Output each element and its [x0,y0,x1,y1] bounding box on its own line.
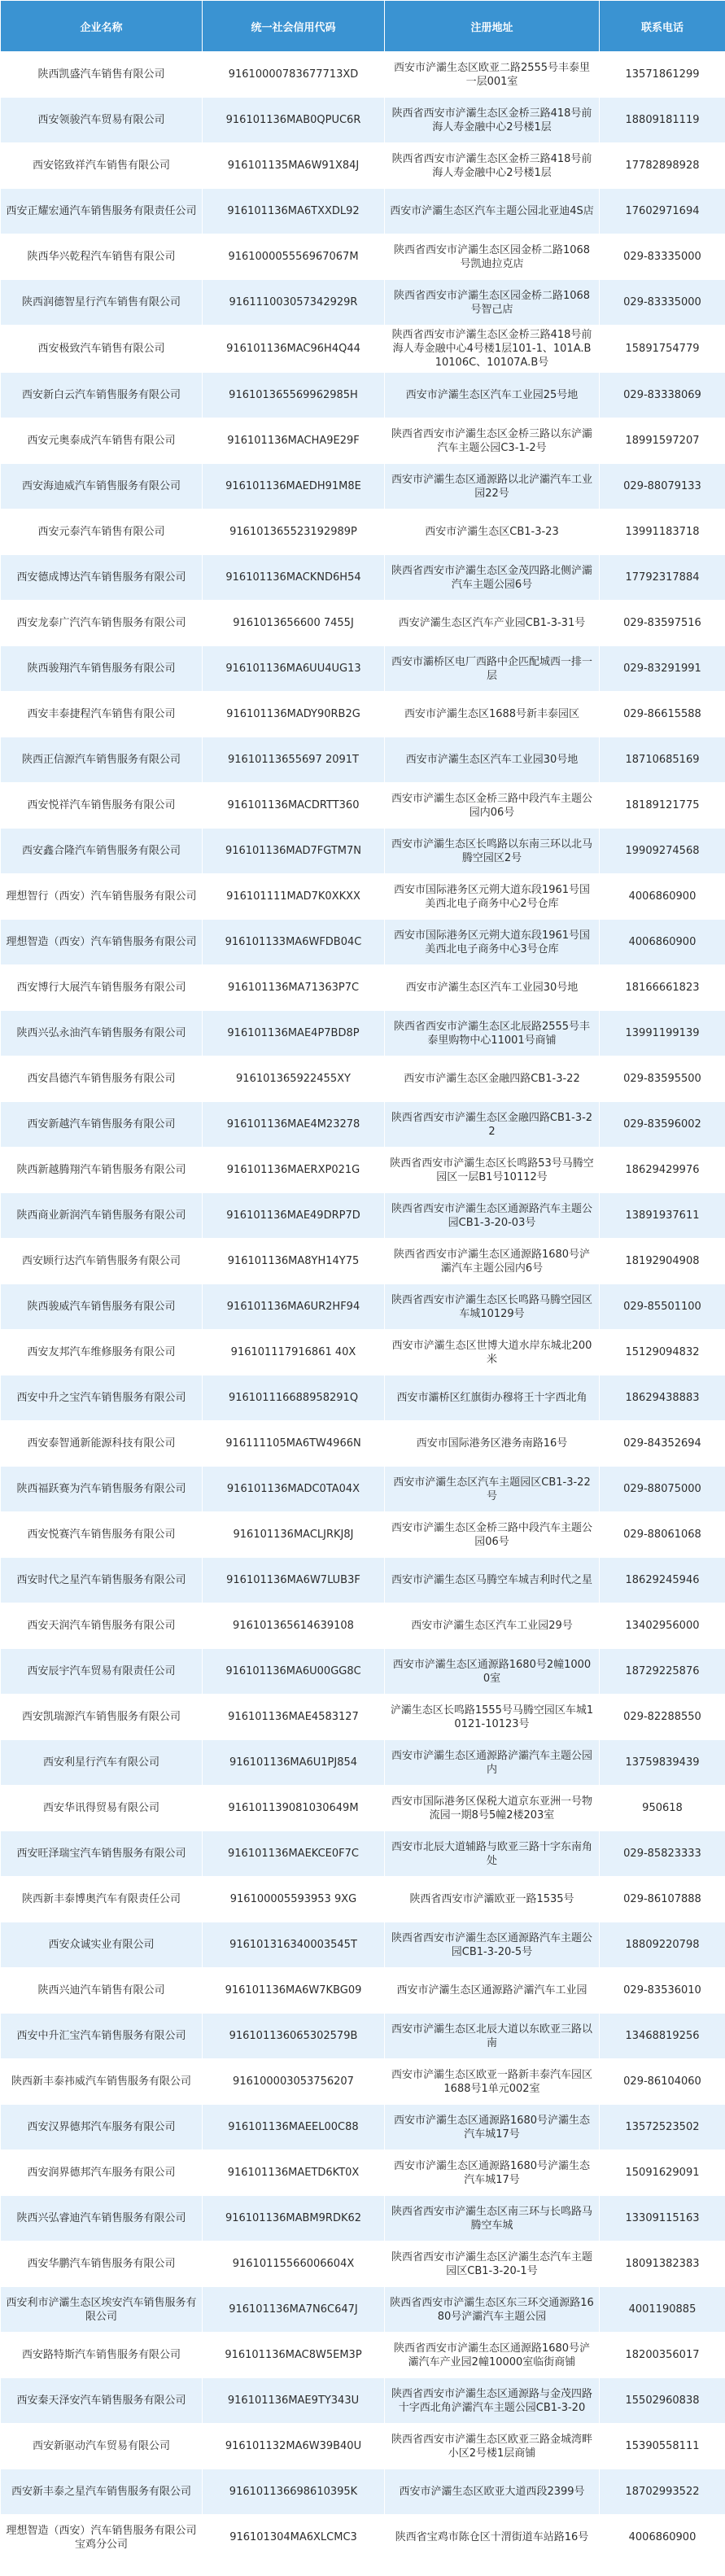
table-row [1,1011,725,1056]
phone-cell: 18200356017 [600,2333,725,2378]
credit-code-cell: 916101136MA6UU4UG13 [203,646,385,692]
table-row [1,189,725,234]
phone-cell: 13571861299 [600,52,725,98]
table-row [1,1375,725,1421]
address-cell: 陕西省西安市浐灞欧亚一路1535号 [385,1877,600,1922]
table-row [1,1877,725,1922]
company-name-cell: 陕西凯盛汽车销售有限公司 [1,52,203,98]
credit-code-cell: 916101135MA6W91X84J [203,143,385,189]
phone-cell: 029-86104060 [600,2059,725,2105]
address-cell: 陕西省西安市浐灞生态区浐灞生态汽车主题园区CB1-3-20-1号 [385,2241,600,2287]
table-row [1,1421,725,1467]
company-name-cell: 陕西兴弘睿迪汽车销售服务有限公司 [1,2196,203,2241]
company-name-cell: 西安华讯得贸易有限公司 [1,1786,203,1831]
credit-code-cell: 916101136MADC0TA04X [203,1467,385,1512]
credit-code-cell: 916101365523192989P [203,510,385,555]
address-cell: 陕西省西安市浐灞生态区东三环交通源路1680号浐灞汽车主题公园 [385,2287,600,2333]
phone-cell: 17602971694 [600,189,725,234]
table-row [1,920,725,965]
company-name-cell: 西安天润汽车销售服务有限公司 [1,1603,203,1649]
phone-cell: 029-84352694 [600,1421,725,1467]
address-cell: 西安市浐灞生态区汽车工业园25号地 [385,373,600,418]
table-row [1,2059,725,2105]
phone-cell: 17792317884 [600,555,725,601]
phone-cell: 029-86615588 [600,692,725,737]
credit-code-cell: 916101136MACHA9E29F [203,418,385,464]
table-row [1,2378,725,2424]
table-row [1,874,725,920]
credit-code-cell: 916100005593953 9XG [203,1877,385,1922]
phone-cell: 13468819256 [600,2014,725,2059]
address-cell: 西安市浐灞生态区通源路浐灞汽车主题公园内 [385,1740,600,1786]
credit-code-cell: 91610000783677713XD [203,52,385,98]
table-row [1,2105,725,2150]
address-cell: 西安浐灞生态区汽车产业园CB1-3-31号 [385,601,600,646]
header-credit-code: 统一社会信用代码 [203,1,385,52]
credit-code-cell: 916101316340003545T [203,1922,385,1968]
table-row [1,1330,725,1375]
phone-cell: 15390558111 [600,2424,725,2469]
credit-code-cell: 916101136MAERXP021G [203,1148,385,1193]
address-cell: 西安市浐灞生态区通源路1680号浐灞生态汽车城17号 [385,2105,600,2150]
credit-code-cell: 916101136MA6UR2HF94 [203,1284,385,1330]
table-row [1,646,725,692]
phone-cell: 18710685169 [600,737,725,783]
phone-cell: 15891754779 [600,326,725,373]
credit-code-cell: 916101136MAC96H4Q44 [203,326,385,373]
address-cell: 西安市灞桥区电厂西路中企匹配城西一排一层 [385,646,600,692]
phone-cell: 4001190885 [600,2287,725,2333]
company-name-cell: 西安德成博达汽车销售服务有限公司 [1,555,203,601]
company-name-cell: 陕西正信源汽车销售服务有限公司 [1,737,203,783]
table-row [1,829,725,874]
address-cell: 西安市浐灞生态区通源路1680号2幢10000室 [385,1649,600,1695]
address-cell: 西安市浐灞生态区金融四路CB1-3-22 [385,1056,600,1102]
company-name-cell: 西安铭致祥汽车销售有限公司 [1,143,203,189]
table-row [1,1558,725,1603]
table-row [1,326,725,373]
address-cell: 西安市浐灞生态区汽车主题公园北亚迪4S店 [385,189,600,234]
phone-cell: 13402956000 [600,1603,725,1649]
phone-cell: 4006860900 [600,874,725,920]
table-row [1,1649,725,1695]
credit-code-cell: 916101136MAC8W5EM3P [203,2333,385,2378]
credit-code-cell: 916101136MAETD6KT0X [203,2150,385,2196]
phone-cell: 19909274568 [600,829,725,874]
table-row [1,234,725,280]
table-header-row [1,1,725,52]
table-row [1,692,725,737]
table-row [1,1831,725,1877]
address-cell: 西安市灞桥区红旗街办穆将王十字西北角 [385,1375,600,1421]
company-name-cell: 西安悦赛汽车销售服务有限公司 [1,1512,203,1558]
phone-cell: 18629429976 [600,1148,725,1193]
company-name-cell: 西安众诚实业有限公司 [1,1922,203,1968]
company-name-cell: 西安时代之星汽车销售服务有限公司 [1,1558,203,1603]
address-cell: 西安市浐灞生态区北辰大道以东欧亚三路以南 [385,2014,600,2059]
phone-cell: 13991199139 [600,1011,725,1056]
table-row [1,2515,725,2561]
credit-code-cell: 916101136MAE49DRP7D [203,1193,385,1239]
table-row [1,1193,725,1239]
phone-cell: 18809181119 [600,98,725,143]
table-row [1,464,725,510]
credit-code-cell: 916101136MACLJRKJ8J [203,1512,385,1558]
company-name-cell: 陕西商业新润汽车销售服务有限公司 [1,1193,203,1239]
address-cell: 陕西省西安市浐灞生态区通源路汽车主题公园CB1-3-20-5号 [385,1922,600,1968]
table-row [1,373,725,418]
phone-cell: 13572523502 [600,2105,725,2150]
address-cell: 西安市国际港务区元朔大道东段1961号国美西北电子商务中心2号仓库 [385,874,600,920]
company-name-cell: 西安旺泽瑞宝汽车销售服务有限公司 [1,1831,203,1877]
company-name-cell: 陕西新丰泰祎威汽车销售服务有限公司 [1,2059,203,2105]
credit-code-cell: 916101116688958291Q [203,1375,385,1421]
table-row [1,601,725,646]
address-cell: 西安市浐灞生态区汽车工业园30号地 [385,965,600,1011]
credit-code-cell: 9161013656600 7455J [203,601,385,646]
address-cell: 西安市浐灞生态区通源路浐灞汽车工业园 [385,1968,600,2014]
phone-cell: 13759839439 [600,1740,725,1786]
company-name-cell: 西安新丰泰之星汽车销售服务有限公司 [1,2469,203,2515]
phone-cell: 029-85501100 [600,1284,725,1330]
credit-code-cell: 916101136MA6W7KBG09 [203,1968,385,2014]
phone-cell: 029-83338069 [600,373,725,418]
company-name-cell: 西安昌德汽车销售服务有限公司 [1,1056,203,1102]
phone-cell: 4006860900 [600,2515,725,2561]
address-cell: 西安市浐灞生态区通源路1680号浐灞生态汽车城17号 [385,2150,600,2196]
credit-code-cell: 916101136MAE4P7BD8P [203,1011,385,1056]
company-name-cell: 西安华鹏汽车销售服务有限公司 [1,2241,203,2287]
phone-cell: 13991183718 [600,510,725,555]
address-cell: 陕西省西安市浐灞生态区通源路1680号浐灞汽车主题公园内6号 [385,1239,600,1284]
phone-cell: 029-85823333 [600,1831,725,1877]
table-row [1,2424,725,2469]
credit-code-cell: 916101136MA6W7LUB3F [203,1558,385,1603]
table-row [1,2333,725,2378]
credit-code-cell: 916101117916861 40X [203,1330,385,1375]
table-row [1,1922,725,1968]
phone-cell: 17782898928 [600,143,725,189]
table-row [1,98,725,143]
company-name-cell: 西安利市浐灞生态区埃安汽车销售服务有限公司 [1,2287,203,2333]
table-row [1,2014,725,2059]
table-row [1,2196,725,2241]
company-name-cell: 西安极致汽车销售有限公司 [1,326,203,373]
address-cell: 西安市北辰大道辅路与欧亚三路十字东南角处 [385,1831,600,1877]
address-cell: 陕西省西安市浐灞生态区金桥三路418号前海人寿金融中心4号楼1层101-1、101A.B10106C、10107A.B号 [385,326,600,373]
address-cell: 陕西省西安市浐灞生态区金桥三路以东浐灞汽车主题公园C3-1-2号 [385,418,600,464]
phone-cell: 18189121775 [600,783,725,829]
address-cell: 西安市浐灞生态区世博大道水岸东城北200米 [385,1330,600,1375]
credit-code-cell: 916101365569962985H [203,373,385,418]
company-name-cell: 西安利星行汽车有限公司 [1,1740,203,1786]
credit-code-cell: 916101136MA71363P7C [203,965,385,1011]
credit-code-cell: 916101139081030649M [203,1786,385,1831]
company-name-cell: 陕西骏威汽车销售服务有限公司 [1,1284,203,1330]
address-cell: 西安市浐灞生态区长鸣路以东南三环以北马腾空园区2号 [385,829,600,874]
phone-cell: 15502960838 [600,2378,725,2424]
phone-cell: 029-88075000 [600,1467,725,1512]
credit-code-cell: 916101136698610395K [203,2469,385,2515]
phone-cell: 18991597207 [600,418,725,464]
company-name-cell: 西安友邦汽车维修服务有限公司 [1,1330,203,1375]
address-cell: 西安市国际港务区元朔大道东段1961号国美西北电子商务中心3号仓库 [385,920,600,965]
address-cell: 陕西省西安市浐灞生态区金融四路CB1-3-22 [385,1102,600,1148]
company-name-cell: 西安辰宇汽车贸易有限责任公司 [1,1649,203,1695]
credit-code-cell: 916101304MA6XLCMC3 [203,2515,385,2561]
company-name-cell: 西安鑫合隆汽车销售服务有限公司 [1,829,203,874]
address-cell: 陕西省西安市浐灞生态区欧亚三路金城湾畔小区2号楼1层商铺 [385,2424,600,2469]
table-row [1,737,725,783]
company-name-cell: 西安中升汇宝汽车销售服务有限公司 [1,2014,203,2059]
phone-cell: 18809220798 [600,1922,725,1968]
phone-cell: 18702993522 [600,2469,725,2515]
company-name-cell: 西安正耀宏通汽车销售服务有限责任公司 [1,189,203,234]
company-name-cell: 理想智行（西安）汽车销售服务有限公司 [1,874,203,920]
company-name-cell: 西安中升之宝汽车销售服务有限公司 [1,1375,203,1421]
company-name-cell: 西安凯瑞源汽车销售服务有限公司 [1,1695,203,1740]
credit-code-cell: 916111003057342929R [203,280,385,326]
credit-code-cell: 916101136MACDRTT360 [203,783,385,829]
phone-cell: 15129094832 [600,1330,725,1375]
phone-cell: 18166661823 [600,965,725,1011]
phone-cell: 18629438883 [600,1375,725,1421]
credit-code-cell: 916101136MA7N6C647J [203,2287,385,2333]
address-cell: 西安市浐灞生态区通源路以北浐灞汽车工业园22号 [385,464,600,510]
company-name-cell: 西安元泰汽车销售有限公司 [1,510,203,555]
credit-code-cell: 916101136MAE4M23278 [203,1102,385,1148]
table-body [1,52,725,2561]
company-name-cell: 陕西新越腾翔汽车销售服务有限公司 [1,1148,203,1193]
address-cell: 西安市国际港务区港务南路16号 [385,1421,600,1467]
credit-code-cell: 916101133MA6WFDB04C [203,920,385,965]
company-name-cell: 西安路特斯汽车销售服务有限公司 [1,2333,203,2378]
table-row [1,1695,725,1740]
table-row [1,965,725,1011]
table-row [1,2287,725,2333]
credit-code-cell: 916101136MAEKCE0F7C [203,1831,385,1877]
address-cell: 陕西省西安市浐灞生态区北辰路2555号丰泰里购物中心11001号商铺 [385,1011,600,1056]
phone-cell: 029-83536010 [600,1968,725,2014]
credit-code-cell: 91610115566006604X [203,2241,385,2287]
address-cell: 陕西省西安市浐灞生态区长鸣路53号马腾空园区一层B1号10112号 [385,1148,600,1193]
table-row [1,1968,725,2014]
credit-code-cell: 916101111MAD7K0XKXX [203,874,385,920]
company-name-cell: 西安润界德邦汽车服务有限公司 [1,2150,203,2196]
phone-cell: 029-88079133 [600,464,725,510]
address-cell: 西安市浐灞生态区汽车工业园30号地 [385,737,600,783]
phone-cell: 18729225876 [600,1649,725,1695]
company-name-cell: 陕西骏翔汽车销售服务有限公司 [1,646,203,692]
table-row [1,2241,725,2287]
credit-code-cell: 916101136MAEDH91M8E [203,464,385,510]
address-cell: 西安市浐灞生态区汽车工业园29号 [385,1603,600,1649]
company-name-cell: 理想智造（西安）汽车销售服务有限公司宝鸡分公司 [1,2515,203,2561]
credit-code-cell: 916100005556967067M [203,234,385,280]
credit-code-cell: 916100003053756207 [203,2059,385,2105]
phone-cell: 029-88061068 [600,1512,725,1558]
address-cell: 陕西省西安市浐灞生态区园金桥二路1068号智己店 [385,280,600,326]
credit-code-cell: 916101365614639108 [203,1603,385,1649]
address-cell: 西安市国际港务区保税大道京东亚洲一号物流园一期8号5幢2楼203室 [385,1786,600,1831]
phone-cell: 15091629091 [600,2150,725,2196]
credit-code-cell: 916101136MABM9RDK62 [203,2196,385,2241]
credit-code-cell: 916101136MA6U1PJ854 [203,1740,385,1786]
credit-code-cell: 916101136MAD7FGTM7N [203,829,385,874]
table-row [1,52,725,98]
address-cell: 西安市浐灞生态区1688号新丰泰园区 [385,692,600,737]
phone-cell: 029-83335000 [600,234,725,280]
table-row [1,510,725,555]
address-cell: 浐灞生态区长鸣路1555号马腾空园区车城10121-10123号 [385,1695,600,1740]
phone-cell: 18091382383 [600,2241,725,2287]
company-name-cell: 陕西兴迪汽车销售有限公司 [1,1968,203,2014]
credit-code-cell: 916101136MAE4583127 [203,1695,385,1740]
company-name-cell: 西安新越汽车销售服务有限公司 [1,1102,203,1148]
table-row [1,280,725,326]
credit-code-cell: 916101365922455XY [203,1056,385,1102]
phone-cell: 029-86107888 [600,1877,725,1922]
table-row [1,1603,725,1649]
address-cell: 西安市浐灞生态区CB1-3-23 [385,510,600,555]
company-name-cell: 西安秦天泽安汽车销售服务有限公司 [1,2378,203,2424]
address-cell: 陕西省西安市浐灞生态区金桥三路418号前海人寿金融中心2号楼1层 [385,143,600,189]
header-contact-phone: 联系电话 [600,1,725,52]
credit-code-cell: 916101136MAB0QPUC6R [203,98,385,143]
address-cell: 陕西省宝鸡市陈仓区十渭街道车站路16号 [385,2515,600,2561]
phone-cell: 18629245946 [600,1558,725,1603]
company-name-cell: 西安新白云汽车销售服务有限公司 [1,373,203,418]
phone-cell: 029-83597516 [600,601,725,646]
company-name-cell: 西安龙泰广汽汽车销售服务有限公司 [1,601,203,646]
table-row [1,1786,725,1831]
table-row [1,2469,725,2515]
credit-code-cell: 91610113655697 2091T [203,737,385,783]
table-row [1,1102,725,1148]
company-name-cell: 西安顾行达汽车销售服务有限公司 [1,1239,203,1284]
address-cell: 西安市浐灞生态区金桥三路中段汽车主题公园内06号 [385,783,600,829]
company-name-cell: 西安领骏汽车贸易有限公司 [1,98,203,143]
phone-cell: 950618 [600,1786,725,1831]
table-row [1,1239,725,1284]
table-row [1,1512,725,1558]
table-row [1,783,725,829]
phone-cell: 4006860900 [600,920,725,965]
table-row [1,1148,725,1193]
phone-cell: 029-83595500 [600,1056,725,1102]
address-cell: 陕西省西安市浐灞生态区园金桥二路1068号凯迪拉克店 [385,234,600,280]
phone-cell: 13891937611 [600,1193,725,1239]
company-name-cell: 西安汉界德邦汽车服务有限公司 [1,2105,203,2150]
table-row [1,418,725,464]
address-cell: 陕西省西安市浐灞生态区通源路与金茂四路十字西北角浐灞汽车主题公园CB1-3-20 [385,2378,600,2424]
company-name-cell: 西安丰泰捷程汽车销售有限公司 [1,692,203,737]
address-cell: 陕西省西安市浐灞生态区南三环与长鸣路马腾空车城 [385,2196,600,2241]
address-cell: 西安市浐灞生态区欧亚大道西段2399号 [385,2469,600,2515]
header-registered-address: 注册地址 [385,1,600,52]
company-name-cell: 西安泰智通新能源科技有限公司 [1,1421,203,1467]
address-cell: 西安市浐灞生态区马腾空车城吉利时代之星 [385,1558,600,1603]
phone-cell: 029-82288550 [600,1695,725,1740]
credit-code-cell: 916101136065302579B [203,2014,385,2059]
credit-code-cell: 916101132MA6W39B40U [203,2424,385,2469]
credit-code-cell: 916111105MA6TW4966N [203,1421,385,1467]
company-name-cell: 西安新驱动汽车贸易有限公司 [1,2424,203,2469]
table-row [1,143,725,189]
company-name-cell: 陕西新丰泰博奥汽车有限责任公司 [1,1877,203,1922]
table-row [1,1467,725,1512]
address-cell: 陕西省西安市浐灞生态区长鸣路马腾空园区车城10129号 [385,1284,600,1330]
company-name-cell: 陕西兴弘永油汽车销售服务有限公司 [1,1011,203,1056]
credit-code-cell: 916101136MA6TXXDL92 [203,189,385,234]
table-row [1,1740,725,1786]
phone-cell: 029-83335000 [600,280,725,326]
phone-cell: 18192904908 [600,1239,725,1284]
credit-code-cell: 916101136MAEEL00C88 [203,2105,385,2150]
credit-code-cell: 916101136MAE9TY343U [203,2378,385,2424]
company-name-cell: 陕西润德智星行汽车销售有限公司 [1,280,203,326]
company-name-cell: 西安博行大展汽车销售服务有限公司 [1,965,203,1011]
table-row [1,555,725,601]
address-cell: 陕西省西安市浐灞生态区金桥三路418号前海人寿金融中心2号楼1层 [385,98,600,143]
credit-code-cell: 916101136MADY90RB2G [203,692,385,737]
phone-cell: 13309115163 [600,2196,725,2241]
address-cell: 陕西省西安市浐灞生态区通源路汽车主题公园CB1-3-20-03号 [385,1193,600,1239]
address-cell: 西安市浐灞生态区汽车主题园区CB1-3-22号 [385,1467,600,1512]
credit-code-cell: 916101136MACKND6H54 [203,555,385,601]
table-row [1,1056,725,1102]
company-name-cell: 理想智造（西安）汽车销售服务有限公司 [1,920,203,965]
address-cell: 西安市浐灞生态区欧亚二路2555号丰泰里一层001室 [385,52,600,98]
table-row [1,2150,725,2196]
address-cell: 西安市浐灞生态区金桥三路中段汽车主题公园06号 [385,1512,600,1558]
address-cell: 西安市浐灞生态区欧亚一路新丰泰汽车园区1688号1单元002室 [385,2059,600,2105]
company-name-cell: 西安海迪威汽车销售服务有限公司 [1,464,203,510]
company-name-cell: 陕西福跃赛为汽车销售服务有限公司 [1,1467,203,1512]
phone-cell: 029-83596002 [600,1102,725,1148]
header-company-name: 企业名称 [1,1,203,52]
company-name-cell: 西安悦祥汽车销售服务有限公司 [1,783,203,829]
company-name-cell: 陕西华兴乾程汽车销售有限公司 [1,234,203,280]
table-row [1,1284,725,1330]
address-cell: 陕西省西安市浐灞生态区金茂四路北侧浐灞汽车主题公园6号 [385,555,600,601]
phone-cell: 029-83291991 [600,646,725,692]
credit-code-cell: 916101136MA6U00GG8C [203,1649,385,1695]
address-cell: 陕西省西安市浐灞生态区通源路1680号浐灞汽车产业园2幢10000室临街商铺 [385,2333,600,2378]
credit-code-cell: 916101136MA8YH14Y75 [203,1239,385,1284]
company-name-cell: 西安元奥泰成汽车销售有限公司 [1,418,203,464]
